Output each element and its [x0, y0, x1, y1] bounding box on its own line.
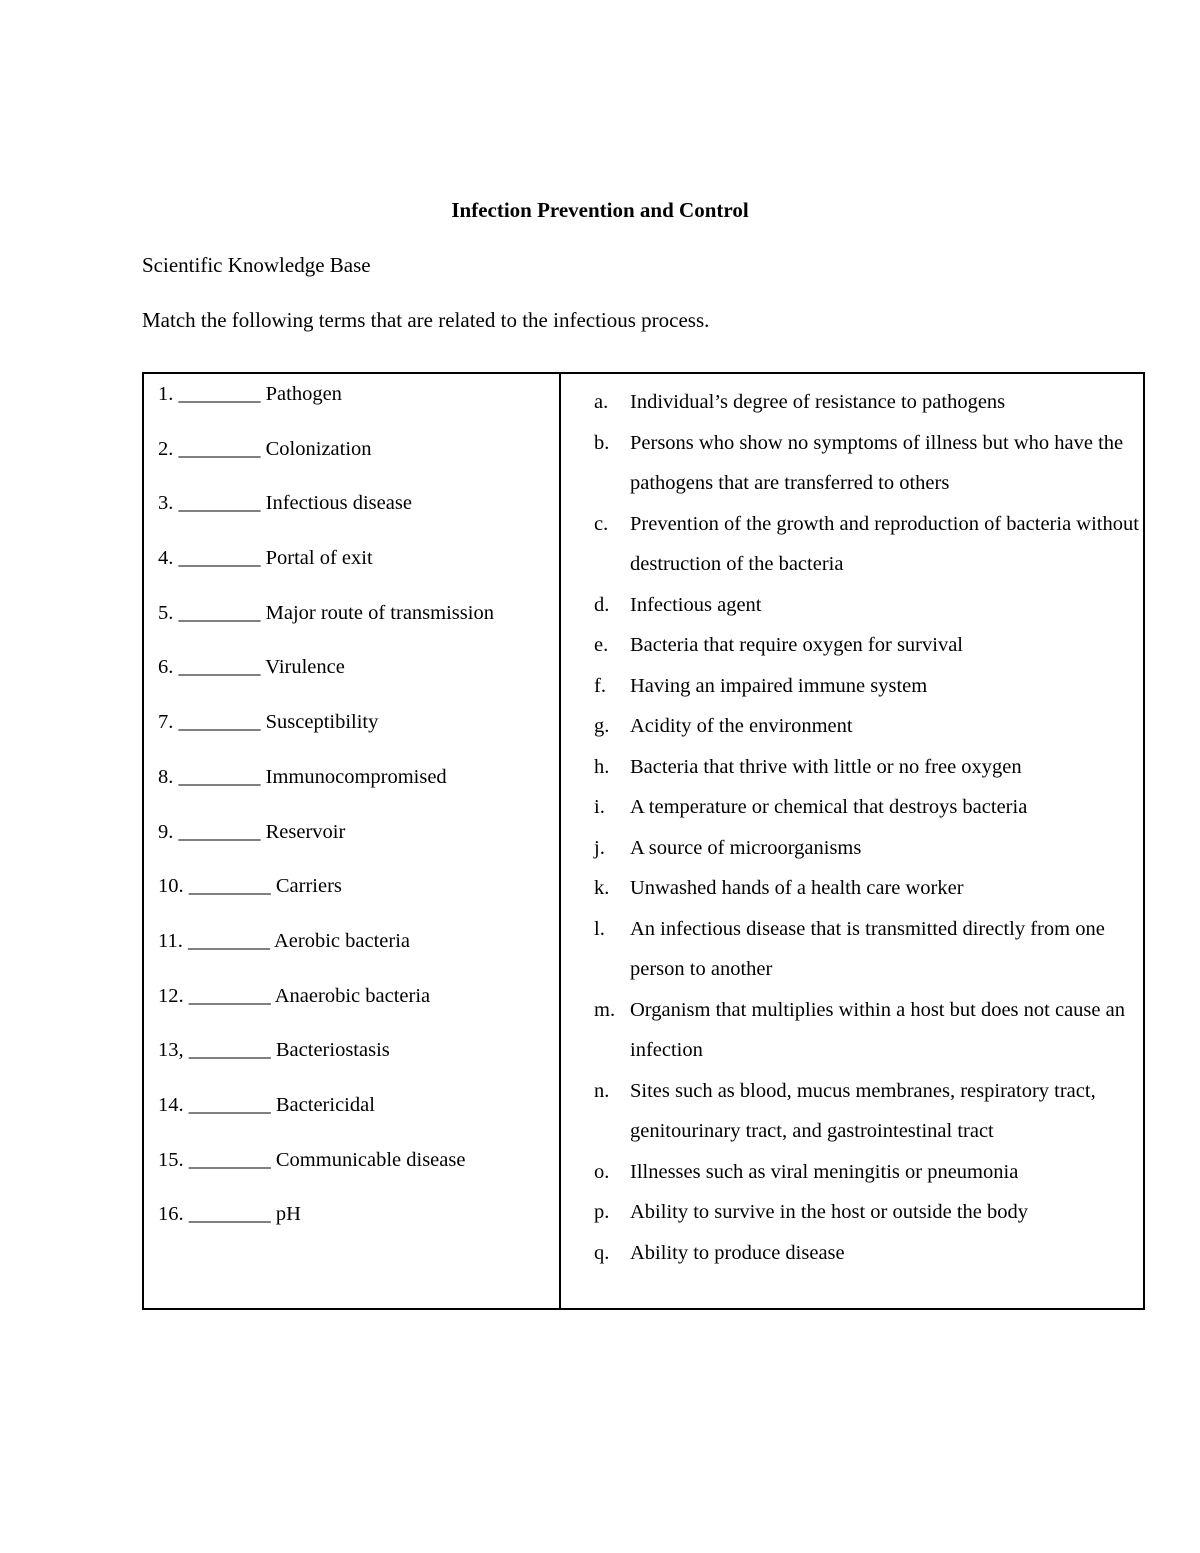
definition-row [594, 787, 1139, 828]
definition-row [594, 382, 1139, 423]
term-label: Bactericidal [275, 1093, 375, 1116]
term-row [158, 653, 553, 708]
answer-blank[interactable]: ________ [188, 1039, 271, 1062]
answer-blank[interactable]: ________ [188, 984, 271, 1007]
answer-blank[interactable]: ________ [178, 601, 261, 624]
definition-letter: k. [594, 877, 610, 899]
definition-text: Individual’s degree of resistance to pathogens [630, 391, 1006, 413]
definition-text: Unwashed hands of a health care worker [630, 877, 964, 899]
answer-blank[interactable]: ________ [178, 383, 261, 405]
definition-text: Persons who show no symptoms of illness but who have the pathogens that are transferred to others [630, 431, 1124, 494]
definition-text: Ability to survive in the host or outside the body [630, 1201, 1029, 1223]
term-number: 2. [158, 437, 174, 460]
definition-row [594, 990, 1139, 1071]
terms-column [158, 380, 553, 1255]
term-row [158, 380, 553, 435]
column-divider [559, 374, 561, 1308]
term-number: 5. [158, 601, 174, 624]
definition-row [594, 625, 1139, 666]
answer-blank[interactable]: ________ [188, 1093, 271, 1116]
definition-row [594, 909, 1139, 990]
term-row [158, 599, 553, 654]
definition-text: Ability to produce disease [630, 1241, 845, 1264]
definition-text: Sites such as blood, mucus membranes, respiratory tract, genitourinary tract, and gastrointestinal tract [630, 1079, 1096, 1142]
definition-letter: o. [594, 1160, 610, 1183]
term-label: Virulence [265, 656, 345, 679]
definition-letter: q. [594, 1241, 610, 1264]
definition-row [594, 1192, 1139, 1233]
term-number: 15. [158, 1148, 184, 1171]
term-row [158, 872, 553, 927]
term-row [158, 1091, 553, 1146]
term-number: 16. [158, 1203, 184, 1226]
term-label: pH [275, 1203, 301, 1226]
definition-letter: p. [594, 1201, 610, 1223]
answer-blank[interactable]: ________ [178, 765, 261, 788]
term-row [158, 982, 553, 1037]
term-row [158, 1036, 553, 1091]
definition-letter: l. [594, 917, 605, 940]
answer-blank[interactable]: ________ [178, 492, 261, 515]
term-row [158, 927, 553, 982]
definition-letter: e. [594, 634, 609, 656]
definition-letter: f. [594, 674, 606, 697]
definition-text: Infectious agent [630, 593, 762, 616]
term-label: Aerobic bacteria [274, 929, 411, 952]
document-title: Infection Prevention and Control [451, 198, 749, 222]
term-label: Anaerobic bacteria [274, 984, 431, 1007]
term-label: Reservoir [265, 820, 346, 843]
term-label: Portal of exit [265, 547, 373, 570]
answer-blank[interactable]: ________ [178, 820, 261, 843]
term-label: Carriers [275, 875, 342, 898]
term-row [158, 435, 553, 490]
definition-text: Having an impaired immune system [630, 674, 928, 697]
definition-row [594, 585, 1139, 626]
definition-letter: d. [594, 593, 610, 616]
definition-letter: m. [594, 998, 616, 1021]
definition-row [594, 504, 1139, 585]
definition-letter: g. [594, 715, 610, 737]
definition-row [594, 1071, 1139, 1152]
term-number: 14. [158, 1093, 184, 1116]
definition-row [594, 828, 1139, 869]
definition-row [594, 423, 1139, 504]
term-row [158, 818, 553, 873]
definition-row [594, 1233, 1139, 1274]
term-number: 8. [158, 765, 174, 788]
definition-letter: i. [594, 796, 605, 818]
term-label: Bacteriostasis [275, 1039, 390, 1062]
term-row [158, 763, 553, 818]
term-number: 1. [158, 383, 174, 405]
answer-blank[interactable]: ________ [178, 437, 261, 460]
definition-letter: b. [594, 431, 610, 454]
term-number: 11. [158, 929, 183, 952]
answer-blank[interactable]: ________ [188, 1148, 271, 1171]
instructions: Match the following terms that are related to the infectious process. [142, 308, 710, 332]
term-row [158, 544, 553, 599]
definition-text: Bacteria that thrive with little or no free oxygen [630, 755, 1022, 778]
term-label: Immunocompromised [265, 765, 447, 788]
term-row [158, 708, 553, 763]
term-label: Susceptibility [265, 711, 379, 734]
definition-text: Illnesses such as viral meningitis or pneumonia [630, 1160, 1019, 1183]
term-label: Colonization [265, 437, 372, 460]
definition-text: A source of microorganisms [630, 836, 862, 859]
term-label: Communicable disease [275, 1148, 466, 1171]
definition-row [594, 1152, 1139, 1193]
term-number: 7. [158, 711, 174, 734]
answer-blank[interactable]: ________ [178, 547, 261, 570]
definition-text: An infectious disease that is transmitted directly from one person to another [630, 917, 1105, 980]
definition-row [594, 868, 1139, 909]
answer-blank[interactable]: ________ [178, 711, 261, 734]
definition-row [594, 706, 1139, 747]
term-row [158, 1200, 553, 1255]
answer-blank[interactable]: ________ [188, 1203, 271, 1226]
definition-letter: h. [594, 755, 610, 778]
term-row [158, 489, 553, 544]
term-number: 13, [158, 1039, 184, 1062]
definition-text: Organism that multiplies within a host but does not cause an infection [630, 998, 1125, 1061]
definition-text: Bacteria that require oxygen for survival [630, 634, 963, 656]
term-number: 12. [158, 984, 184, 1007]
term-label: Pathogen [265, 383, 342, 405]
definition-text: A temperature or chemical that destroys bacteria [630, 796, 1028, 818]
definition-text: Acidity of the environment [630, 715, 853, 737]
definition-letter: a. [594, 391, 609, 413]
term-number: 9. [158, 820, 174, 843]
matching-table [142, 372, 1145, 1310]
term-number: 10. [158, 875, 184, 898]
definition-row [594, 747, 1139, 788]
term-number: 6. [158, 656, 174, 679]
definition-letter: j. [594, 836, 605, 859]
definition-row [594, 666, 1139, 707]
term-number: 3. [158, 492, 174, 515]
definition-letter: n. [594, 1079, 610, 1102]
definition-text: Prevention of the growth and reproduction of bacteria without destruction of the bacteria [630, 512, 1139, 575]
term-label: Infectious disease [265, 492, 412, 515]
definitions-column [594, 382, 1139, 1273]
answer-blank[interactable]: ________ [178, 656, 261, 679]
answer-blank[interactable]: ________ [188, 875, 271, 898]
term-number: 4. [158, 547, 174, 570]
definition-letter: c. [594, 512, 609, 535]
section-heading: Scientific Knowledge Base [142, 253, 371, 277]
term-label: Major route of transmission [265, 601, 494, 624]
term-row [158, 1146, 553, 1201]
answer-blank[interactable]: ________ [188, 929, 270, 952]
